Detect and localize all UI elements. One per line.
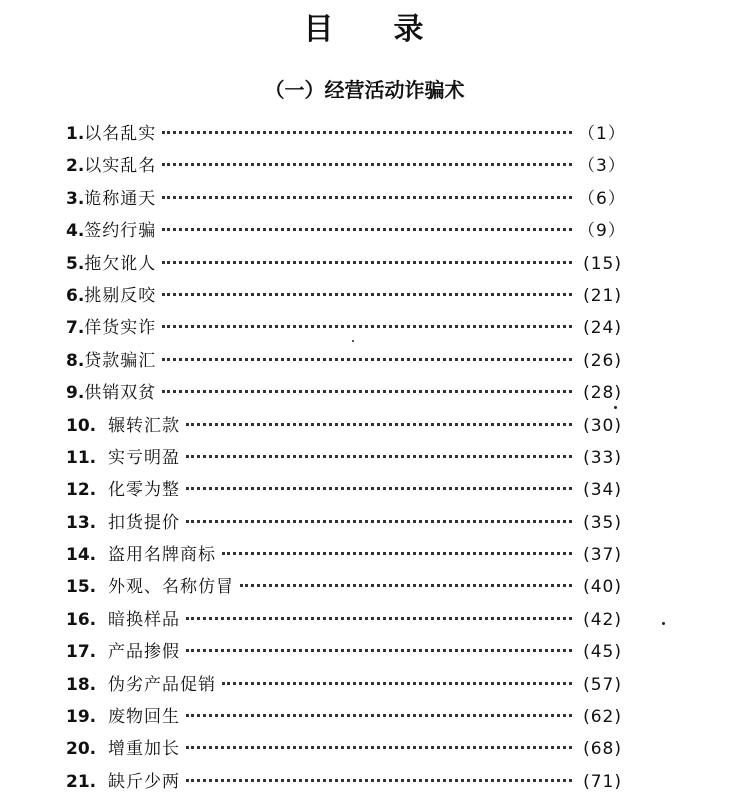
entry-title: 伪劣产品促销	[108, 674, 216, 695]
entry-number: 12.	[66, 480, 97, 501]
entry-title: 盗用名牌商标	[108, 545, 216, 566]
section-title: （一）经营活动诈骗术	[264, 78, 465, 102]
entry-page: （1）	[578, 124, 626, 144]
entry-number: 8.	[66, 350, 85, 371]
toc-entry	[66, 377, 622, 409]
entry-title: 辗转汇款	[108, 415, 180, 436]
toc-entry	[66, 733, 622, 765]
scan-speck	[614, 406, 617, 409]
toc-entry	[66, 701, 622, 733]
entry-page: (34)	[583, 480, 622, 501]
entry-page: (26)	[583, 350, 622, 371]
entry-page: (45)	[583, 642, 622, 663]
entry-title: 扣货提价	[108, 512, 180, 533]
entry-title: 实亏明盈	[108, 447, 180, 468]
entry-number: 7.	[66, 318, 85, 339]
toc-entry	[66, 118, 626, 150]
page-title-char-1: 目	[303, 12, 336, 47]
dot-leader	[162, 390, 572, 393]
table-of-contents	[66, 118, 626, 798]
scan-speck	[662, 622, 665, 625]
page-title-char-2: 录	[393, 12, 426, 47]
toc-entry	[66, 669, 622, 701]
entry-number: 2.	[66, 156, 85, 177]
page-title	[0, 4, 729, 48]
entry-number: 10.	[66, 415, 97, 436]
entry-number: 18.	[66, 674, 97, 695]
entry-title: 以实乱名	[84, 156, 157, 177]
entry-title: 贷款骗汇	[84, 350, 157, 371]
entry-title: 外观、名称仿冒	[108, 577, 234, 598]
entry-number: 1.	[66, 124, 85, 144]
entry-number: 14.	[66, 545, 97, 566]
dot-leader	[186, 423, 572, 426]
entry-number: 11.	[66, 447, 97, 468]
entry-page: (37)	[583, 545, 622, 566]
dot-leader	[186, 779, 572, 782]
toc-entry	[66, 507, 622, 539]
entry-title: 挑剔反咬	[84, 285, 157, 306]
entry-title: 以名乱实	[84, 124, 157, 144]
entry-page: (57)	[583, 674, 622, 695]
dot-leader	[162, 261, 572, 264]
entry-number: 3.	[66, 188, 85, 209]
entry-page: (24)	[583, 318, 622, 339]
entry-page: （9）	[578, 221, 626, 242]
toc-entry	[66, 150, 626, 182]
dot-leader	[186, 487, 572, 490]
entry-number: 17.	[66, 642, 97, 663]
entry-number: 15.	[66, 577, 97, 598]
dot-leader	[186, 617, 572, 620]
dot-leader	[162, 196, 572, 199]
entry-number: 4.	[66, 221, 85, 242]
entry-title: 废物回生	[108, 707, 180, 728]
entry-page: (62)	[583, 707, 622, 728]
entry-number: 9.	[66, 383, 85, 404]
toc-entry	[66, 312, 622, 344]
dot-leader	[222, 682, 572, 685]
entry-page: (42)	[583, 609, 622, 630]
toc-entry	[66, 442, 622, 474]
toc-entry	[66, 571, 622, 603]
dot-leader	[240, 584, 572, 587]
entry-title: 暗换样品	[108, 609, 180, 630]
toc-entry	[66, 539, 622, 571]
dot-leader	[162, 325, 572, 328]
dot-leader	[186, 714, 572, 717]
entry-number: 16.	[66, 609, 97, 630]
entry-title: 佯货实诈	[84, 318, 157, 339]
entry-page: (71)	[583, 771, 622, 792]
entry-number: 21.	[66, 771, 97, 792]
entry-page: (15)	[583, 253, 622, 274]
entry-number: 13.	[66, 512, 97, 533]
dot-leader	[186, 649, 572, 652]
entry-page: (33)	[583, 447, 622, 468]
entry-page: (35)	[583, 512, 622, 533]
entry-number: 20.	[66, 739, 97, 760]
entry-title: 产品掺假	[108, 642, 180, 663]
dot-leader	[186, 520, 572, 523]
dot-leader	[186, 455, 572, 458]
toc-entry	[66, 248, 622, 280]
dot-leader	[162, 358, 572, 361]
scan-speck	[352, 340, 354, 342]
entry-number: 19.	[66, 707, 97, 728]
entry-title: 缺斤少两	[108, 771, 180, 792]
toc-entry	[66, 636, 622, 668]
toc-entry	[66, 604, 622, 636]
dot-leader	[162, 293, 572, 296]
entry-page: (21)	[583, 285, 622, 306]
toc-entry	[66, 345, 622, 377]
entry-page: (68)	[583, 739, 622, 760]
entry-title: 拖欠讹人	[84, 253, 157, 274]
dot-leader	[222, 552, 572, 555]
toc-entry	[66, 280, 622, 312]
entry-title: 诡称通天	[84, 188, 157, 209]
entry-page: (28)	[583, 383, 622, 404]
toc-entry	[66, 183, 626, 215]
entry-page: （6）	[578, 188, 626, 209]
toc-entry	[66, 474, 622, 506]
dot-leader	[186, 746, 572, 749]
entry-page: (40)	[583, 577, 622, 598]
dot-leader	[162, 163, 572, 166]
entry-title: 签约行骗	[84, 221, 157, 242]
toc-entry	[66, 410, 622, 442]
entry-page: （3）	[578, 156, 626, 177]
entry-title: 增重加长	[108, 739, 180, 760]
entry-number: 6.	[66, 285, 85, 306]
dot-leader	[162, 228, 572, 231]
entry-page: (30)	[583, 415, 622, 436]
toc-entry	[66, 215, 626, 247]
entry-title: 供销双贫	[84, 383, 157, 404]
entry-number: 5.	[66, 253, 85, 274]
dot-leader	[162, 131, 572, 134]
toc-entry	[66, 766, 622, 798]
entry-title: 化零为整	[108, 480, 180, 501]
